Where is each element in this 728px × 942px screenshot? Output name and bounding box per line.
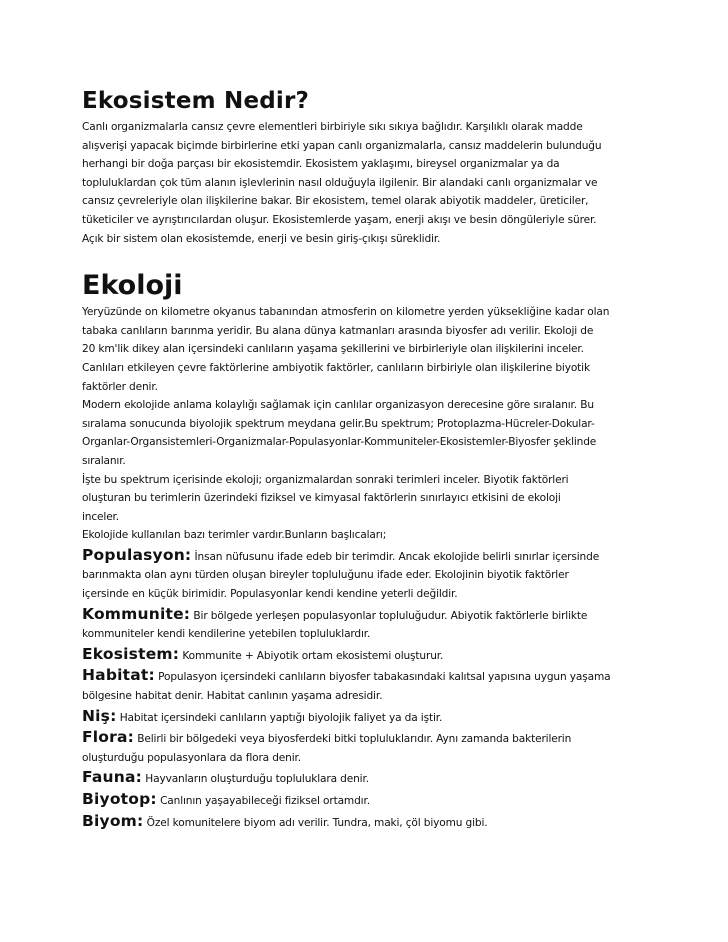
term-entry <box>82 645 650 666</box>
document-content <box>82 86 650 832</box>
intro-line: cansız çevreleriyle olan ilişkilerine bakar. Bir ekosistem, temel olarak abiyotik maddeler, üreticiler, <box>82 195 589 208</box>
term-name: Populasyon: <box>82 545 192 564</box>
body-line: İşte bu spektrum içerisinde ekoloji; organizmalardan sonraki terimleri inceler. Biyotik faktörleri <box>82 473 569 486</box>
term-definition-line: kommuniteler kendi kendilerine yetebilen topluluklardır. <box>82 628 371 641</box>
term-entry <box>82 812 650 833</box>
body-line: sıralanır. <box>82 454 126 467</box>
intro-paragraph <box>82 118 650 248</box>
body-line: inceler. <box>82 510 120 523</box>
terms-list <box>82 546 650 832</box>
intro-line: herhangi bir doğa parçası bir ekosistemdir. Ekosistem yaklaşımı, bireysel organizmalar ya da <box>82 158 560 171</box>
term-name: Biyom: <box>82 811 144 830</box>
body-line: oluşturan bu terimlerin üzerindeki fiziksel ve kimyasal faktörlerin sınırlayıcı etkisini de ekoloji <box>82 492 561 505</box>
term-entry <box>82 666 650 687</box>
term-name: Kommunite: <box>82 604 191 623</box>
body-line: tabaka canlıların barınma yeridir. Bu alana dünya katmanları arasında biyosfer adı verilir. Ekoloji de <box>82 324 594 337</box>
intro-line: Canlı organizmalarla cansız çevre elementleri birbiriyle sıkı sıkıya bağlıdır. Karşılıklı olarak madde <box>82 121 583 133</box>
term-definition-line: barınmakta olan aynı türden oluşan bireyler topluluğunu ifade eder. Ekolojinin biyotik faktörler <box>82 569 569 582</box>
term-entry <box>82 546 650 567</box>
term-definition: Hayvanların oluşturduğu topluluklara denir. <box>145 773 369 786</box>
body-line: 20 km'lik dikey alan içersindeki canlıların yaşama şekillerini ve birbirleriyle olan ilişkilerini inceler. <box>82 343 584 356</box>
body-line: faktörler denir. <box>82 380 158 393</box>
term-definition: Özel komunitelere biyom adı verilir. Tundra, maki, çöl biyomu gibi. <box>146 816 488 829</box>
term-definition: Populasyon içersindeki canlıların biyosfer tabakasındaki kalıtsal yapısına uygun yaşama <box>158 671 611 684</box>
term-name: Habitat: <box>82 666 155 685</box>
term-entry <box>82 707 650 728</box>
body-line: Ekolojide kullanılan bazı terimler vardır.Bunların başlıcaları; <box>82 529 387 542</box>
term-definition: Kommunite + Abiyotik ortam ekosistemi oluşturur. <box>182 649 444 662</box>
term-entry <box>82 605 650 626</box>
body-line: Yeryüzünde on kilometre okyanus tabanından atmosferin on kilometre yerden yüksekliğine kadar olan <box>82 306 610 319</box>
term-name: Fauna: <box>82 768 143 787</box>
term-definition: Bir bölgede yerleşen populasyonlar topluluğudur. Abiyotik faktörlerle birlikte <box>193 609 588 622</box>
section-title: Ekoloji <box>82 270 183 302</box>
term-name: Ekosistem: <box>82 644 180 663</box>
intro-line: Açık bir sistem olan ekosistemde, enerji ve besin giriş-çıkışı süreklidir. <box>82 232 441 245</box>
term-entry <box>82 728 650 749</box>
term-definition: İnsan nüfusunu ifade edeb bir terimdir. Ancak ekolojide belirli sınırlar içersinde <box>194 550 600 563</box>
intro-line: topluluklardan çok tüm alanın işlevlerinin nasıl olduğuyla ilgilenir. Bir alandaki canlı organizmalar ve <box>82 176 598 189</box>
term-definition: Habitat içersindeki canlıların yaptığı biyolojik faliyet ya da iştir. <box>119 711 443 724</box>
term-name: Biyotop: <box>82 790 157 808</box>
body-paragraph <box>82 303 650 545</box>
term-definition: Belirli bir bölgedeki veya biyosferdeki bitki topluluklarıdır. Aynı zamanda bakterilerin <box>137 733 572 746</box>
term-definition-line: oluşturduğu populasyonlara da flora denir. <box>82 751 301 764</box>
intro-line: tüketiciler ve ayrıştırıcılardan oluşur. Ekosistemlerde yaşam, enerji akışı ve besin döngüleriyle sürer. <box>82 213 597 226</box>
body-line: Modern ekolojide anlama kolaylığı sağlamak için canlılar organizasyon derecesine göre sıralanır. Bu <box>82 399 594 412</box>
term-name: Niş: <box>82 706 117 725</box>
intro-line: alışverişi yapacak biçimde birbirlerine etki yapan canlı organizmalarla, cansız maddelerin bulunduğu <box>82 139 602 152</box>
term-definition: Canlının yaşayabileceği fiziksel ortamdır. <box>160 795 370 807</box>
term-entry <box>82 790 650 811</box>
term-entry <box>82 768 650 789</box>
term-definition-line: bölgesine habitat denir. Habitat canlının yaşama adresidir. <box>82 690 383 703</box>
page-title: Ekosistem Nedir? <box>82 88 310 114</box>
body-line: Canlıları etkileyen çevre faktörlerine ambiyotik faktörler, canlıların birbiriyle olan ilişkilerine biyotik <box>82 361 590 374</box>
body-line: Organlar-Organsistemleri-Organizmalar-Populasyonlar-Kommuniteler-Ekosistemler-Biyosfer şeklinde <box>82 436 597 449</box>
term-name: Flora: <box>82 728 135 747</box>
term-definition-line: içersinde en küçük birimidir. Populasyonlar kendi kendine yeterli değildir. <box>82 588 458 601</box>
body-line: sıralama sonucunda biyolojik spektrum meydana gelir.Bu spektrum; Protoplazma-Hücreler-Dokular- <box>82 417 595 430</box>
